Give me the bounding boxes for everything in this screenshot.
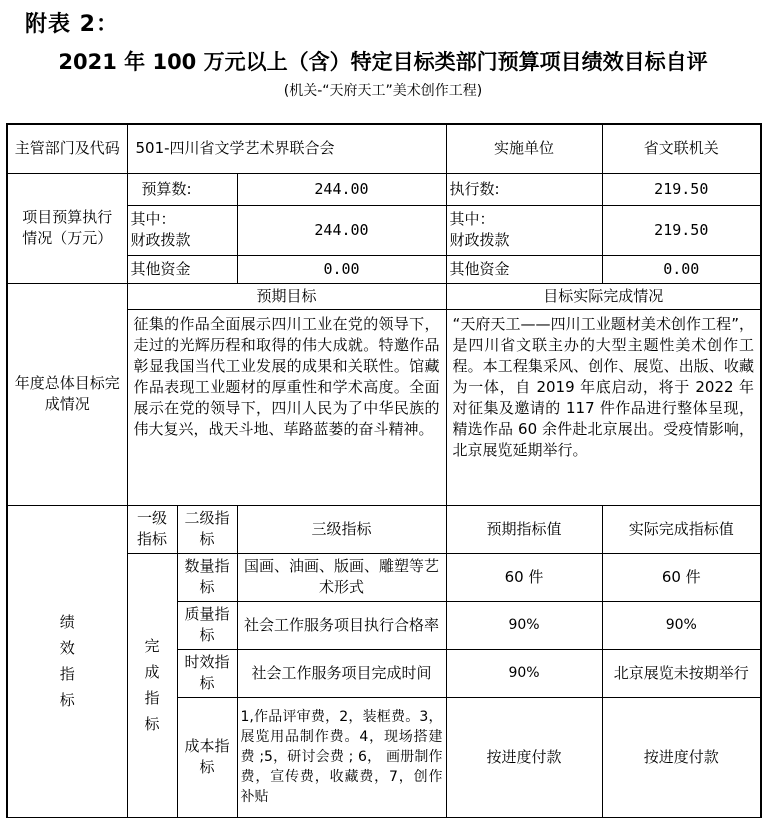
level3-quality: 社会工作服务项目执行合格率 <box>237 601 446 649</box>
budget-row <box>7 173 761 205</box>
appendix-label: 附表 2： <box>25 12 119 37</box>
expected-quality: 90% <box>446 601 602 649</box>
budget-amount-value: 244.00 <box>237 173 446 205</box>
other-funds-exec-label: 其他资金 <box>446 255 602 283</box>
other-funds-exec: 0.00 <box>602 255 761 283</box>
level1-value-text: 完成指标 <box>144 637 160 733</box>
level2-timeliness: 时效指标 <box>177 649 237 697</box>
actual-goal-paragraph: “天府天工——四川工业题材美术创作工程”，是四川省文联主办的大型主题性美术创作工程。本工程集采风、创作、展览、出版、收藏为一体，自 2019 年底启动，将于 2022 年对征集及邀请的 117 件作品进行整体呈现，精选作品 60 余件赴北京展出。受疫情影响，北京展览延期举行。 <box>452 314 755 459</box>
level3-header: 三级指标 <box>237 505 446 553</box>
actual-value-header: 实际完成指标值 <box>602 505 761 553</box>
perf-label-text: 绩效指标 <box>59 613 75 709</box>
perf-label <box>7 505 127 817</box>
fiscal-exec-label: 其中： 财政拨款 <box>446 205 602 255</box>
impl-value: 省文联机关 <box>602 124 761 173</box>
fiscal-label: 其中： 财政拨款 <box>127 205 237 255</box>
level3-cost: 1,作品评审费，2，装框费。3，展览用品制作费。4，现场搭建费 ;5，研讨会费 ; 6， 画册制作费，宣传费，收藏费，7，创作补贴 <box>237 697 446 817</box>
exec-amount-label: 执行数: <box>446 173 602 205</box>
goals-header-row <box>7 283 761 309</box>
level2-quality: 质量指标 <box>177 601 237 649</box>
actual-quality: 90% <box>602 601 761 649</box>
level2-quantity: 数量指标 <box>177 553 237 601</box>
dept-value: 501-四川省文学艺术界联合会 <box>127 124 446 173</box>
impl-label: 实施单位 <box>446 124 602 173</box>
actual-quantity: 60 件 <box>602 553 761 601</box>
perf-header-row <box>7 505 761 553</box>
expected-goal-paragraph: 征集的作品全面展示四川工业在党的领导下，走过的光辉历程和取得的伟大成就。特邀作品彰显我国当代工业发展的成果和关联性。馆藏作品表现工业题材的厚重性和学术高度。全面展示在党的领导下，四川人民为了中华民族的伟大复兴，战天斗地、荜路蓝蒌的奋斗精神。 <box>133 314 440 438</box>
level3-timeliness: 社会工作服务项目完成时间 <box>237 649 446 697</box>
budget-label: 项目预算执行情况（万元） <box>7 173 127 283</box>
actual-cost: 按进度付款 <box>602 697 761 817</box>
goals-label: 年度总体目标完成情况 <box>7 283 127 505</box>
expected-goal-text <box>127 309 446 505</box>
dept-row <box>7 124 761 173</box>
expected-quantity: 60 件 <box>446 553 602 601</box>
expected-value-header: 预期指标值 <box>446 505 602 553</box>
level2-header: 二级指标 <box>177 505 237 553</box>
fiscal-exec-value: 219.50 <box>602 205 761 255</box>
expected-timeliness: 90% <box>446 649 602 697</box>
page-title: 2021 年 100 万元以上（含）特定目标类部门预算项目绩效目标自评 <box>58 50 708 74</box>
dept-label: 主管部门及代码 <box>7 124 127 173</box>
page-subtitle: (机关-“天府天工”美术创作工程) <box>283 83 483 99</box>
other-funds-budget: 0.00 <box>237 255 446 283</box>
actual-goal-header: 目标实际完成情况 <box>446 283 761 309</box>
expected-goal-header: 预期目标 <box>127 283 446 309</box>
fiscal-budget-value: 244.00 <box>237 205 446 255</box>
level1-header: 一级指标 <box>127 505 177 553</box>
level3-quantity: 国画、油画、版画、雕塑等艺术形式 <box>237 553 446 601</box>
expected-cost: 按进度付款 <box>446 697 602 817</box>
other-funds-label: 其他资金 <box>127 255 237 283</box>
level2-cost: 成本指标 <box>177 697 237 817</box>
budget-amount-label: 预算数: <box>127 173 237 205</box>
performance-table <box>6 123 762 818</box>
level1-value <box>127 553 177 817</box>
exec-amount-value: 219.50 <box>602 173 761 205</box>
actual-goal-text <box>446 309 761 505</box>
actual-timeliness: 北京展览未按期举行 <box>602 649 761 697</box>
